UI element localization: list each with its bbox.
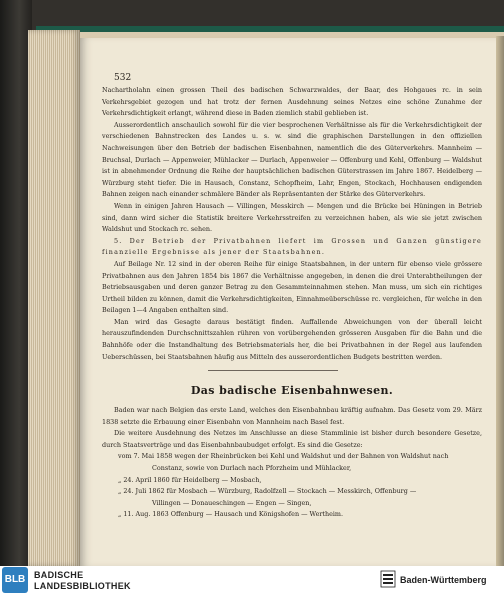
- library-name[interactable]: [34, 570, 131, 592]
- law-item: „ 11. Aug. 1863 Offenburg — Hausach und Königshofen — Wertheim.: [118, 510, 344, 519]
- page-stack: [28, 30, 80, 566]
- book-page: [80, 38, 496, 566]
- law-item-continuation: Constanz, sowie von Durlach nach Pforzheim und Mühlacker,: [152, 463, 352, 472]
- library-name-line1: BADISCHE: [34, 570, 84, 580]
- paragraph: Man wird das Gesagte daraus bestätigt finden. Auffallende Abweichungen von der überall leicht herauszufindenden Durchschnittszahlen rühren von vorübergehenden grösseren Ausgaben für die Bahn und die Bahnhöfe oder die Instandhaltung des Betriebsmaterials her, die bei Privatbahnen in der Regel aus laufenden Ueberschüssen, bei Staatsbahnen häufig aus Mitteln des ausserordentlichen Budgets bestritten werden.: [102, 317, 482, 361]
- paragraph: Wenn in einigen Jahren Hausach — Villingen, Messkirch — Mengen und die Brücke bei Hüningen in Betrieb sind, dann wird sicher die Statistik breitere Verkehrsstreifen zu verzeichnen haben, als wie sie jetzt zwischen Waldshut und Stockach rc. sehen.: [102, 201, 482, 234]
- body-text-top: [102, 85, 482, 363]
- paragraph: Ausserordentlich anschaulich sowohl für die vier besprochenen Verhältnisse als für die Verkehrsdichtigkeit der verschiedenen Bahnstrecken des Landes u. s. w. sind die graphischen Darstellungen in den offiziellen Nachweisungen über den Betrieb der badischen Eisenbahnen, namentlich die des Güterverkehrs. Mannheim — Bruchsal, Durlach — Appenweier, Mühlacker — Durlach, Appenweier — Offenburg und Kehl, Offenburg — Waldshut ist in abnehmender Ordnung die Reihe der hauptsächlichen badischen Güterstrassen im Jahre 1867. Heidelberg — Würzburg steht tiefer. Die in Hausach, Constanz, Schopfheim, Lahr, Engen, Stockach, Hochhausen endigenden Bahnen zeigen nach einander schmälere Bänder als Repräsentanten der Stärke des Güterverkehrs.: [102, 120, 482, 199]
- paragraph: Baden war nach Belgien das erste Land, welches den Eisenbahnbau kräftig aufnahm. Das Gesetz vom 29. März 1838 setzte die Erbauung einer Eisenbahn von Mannheim nach Basel fest.: [102, 406, 482, 426]
- baden-wuerttemberg-lions-icon: [380, 569, 396, 589]
- law-item-continuation: Villingen — Donaueschingen — Engen — Singen,: [152, 498, 312, 507]
- section-divider: [208, 370, 338, 371]
- law-item: vom 7. Mai 1858 wegen der Rheinbrücken bei Kehl und Waldshut und der Bahnen von Waldshut nach: [118, 452, 449, 461]
- thesis-heading: 5. Der Betrieb der Privatbahnen liefert im Grossen und Ganzen günstigere finanzielle Ergebnisse als jener der Staatsbahnen.: [102, 236, 482, 257]
- paragraph: Nachartholahn einen grossen Theil des badischen Schwarzwaldes, der Baar, des Hohgaues rc. in sein Verkehrsgebiet gezogen und hat trotz der fernen Ausdehnung seines Netzes eine schöne Zunahme der Verkehrsdichtigkeit erlangt, während diese in Baden ziemlich stabil geblieben ist.: [102, 86, 482, 118]
- page-right-edge: [496, 36, 504, 566]
- paragraph: Die weitere Ausdehnung des Netzes im Anschlusse an diese Stammlinie ist bisher durch besondere Gesetze, durch Staatsverträge und das Eisenbahnbaubudget erfolgt. Es sind die Gesetze:: [102, 429, 482, 449]
- law-item: „ 24. Juli 1862 für Mosbach — Würzburg, Radolfzell — Stockach — Messkirch, Offenburg —: [118, 487, 417, 496]
- section-title: Das badische Eisenbahnwesen.: [190, 384, 394, 397]
- library-name-line2: LANDESBIBLIOTHEK: [34, 581, 131, 591]
- law-item: „ 24. April 1860 für Heidelberg — Mosbach,: [118, 475, 262, 484]
- page-number: 532: [114, 73, 132, 83]
- state-name[interactable]: Baden-Württemberg: [400, 575, 487, 585]
- blb-logo-icon[interactable]: BLB: [2, 567, 28, 593]
- body-text-bottom: [102, 405, 482, 521]
- paragraph: Auf Beilage Nr. 12 sind in der oberen Reihe für einige Staatsbahnen, in der untern für ebenso viele grössere Privatbahnen aus den Jahren 1854 bis 1867 die Verhältnisse angegeben, in denen die drei Unterabtheilungen der Betriebsausgaben und deren ganzer Betrag zu den Gesammteinnahmen stehen. Man muss, um sich ein richtiges Urtheil bilden zu können, damit die Verkehrsdichtigkeiten, Einnahmeüberschüsse rc. vergleichen, für welche in den Beilagen 1—4 Angaben enthalten sind.: [102, 259, 482, 315]
